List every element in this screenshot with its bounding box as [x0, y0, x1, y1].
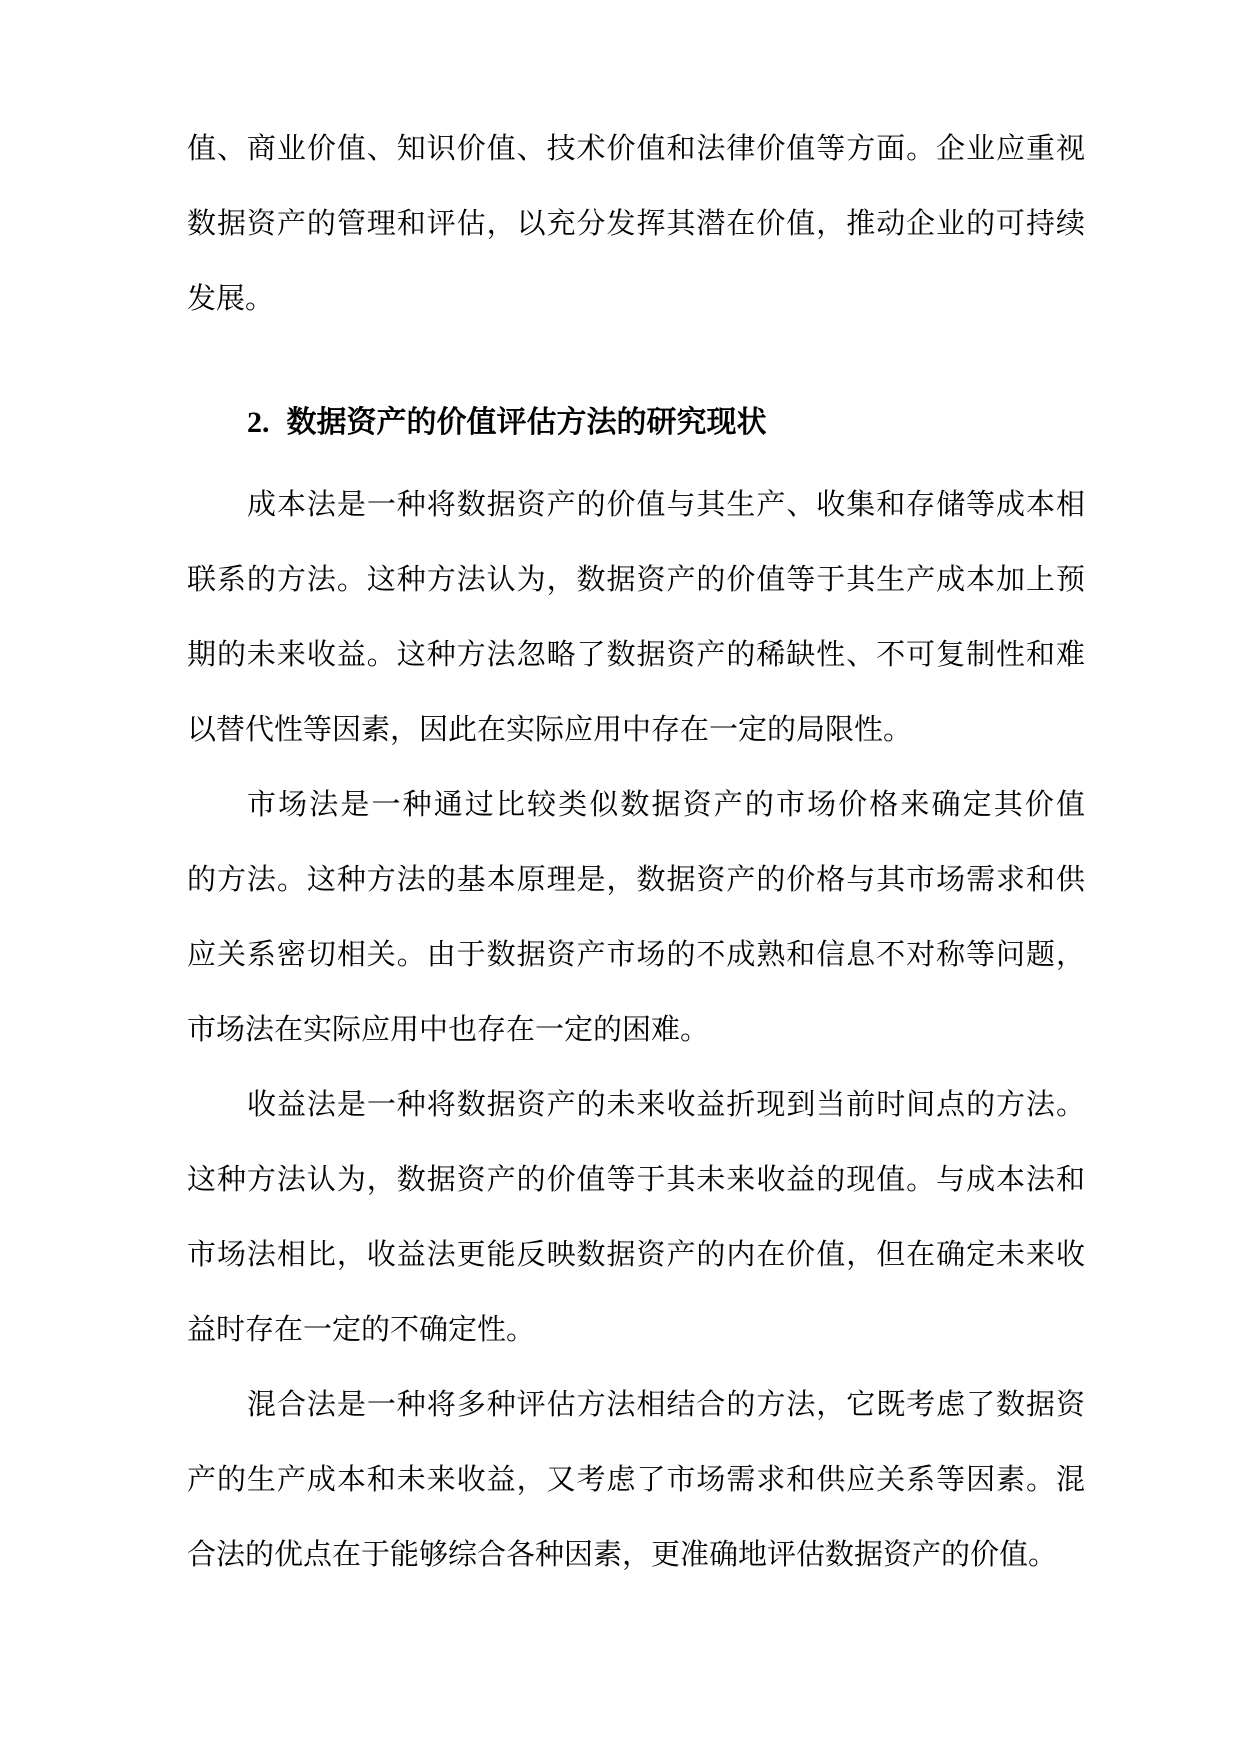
heading-number: 2. — [247, 406, 270, 439]
text-line: 合法的优点在于能够综合各种因素，更准确地评估数据资产的价值。 — [187, 1539, 1058, 1571]
paragraph-market-method — [187, 768, 1085, 1068]
text-line: 混合法是一种将多种评估方法相结合的方法，它既考虑了数据资 — [247, 1389, 1085, 1421]
paragraph-intro-continuation — [187, 112, 1085, 337]
text-line: 市场法是一种通过比较类似数据资产的市场价格来确定其价值 — [247, 789, 1085, 821]
paragraph-hybrid-method — [187, 1368, 1085, 1593]
text-line: 的方法。这种方法的基本原理是，数据资产的价格与其市场需求和供 — [187, 864, 1085, 896]
text-line: 期的未来收益。这种方法忽略了数据资产的稀缺性、不可复制性和难 — [187, 639, 1085, 671]
heading-title: 数据资产的价值评估方法的研究现状 — [286, 406, 767, 439]
text-line: 市场法在实际应用中也存在一定的困难。 — [187, 1014, 710, 1046]
text-line: 产的生产成本和未来收益，又考虑了市场需求和供应关系等因素。混 — [187, 1464, 1085, 1496]
text-line: 值、商业价值、知识价值、技术价值和法律价值等方面。企业应重视 — [187, 133, 1085, 165]
paragraph-income-method — [187, 1068, 1085, 1368]
text-line: 数据资产的管理和评估，以充分发挥其潜在价值，推动企业的可持续 — [187, 208, 1085, 240]
text-line: 益时存在一定的不确定性。 — [187, 1314, 536, 1346]
section-heading — [187, 385, 1085, 460]
text-line: 市场法相比，收益法更能反映数据资产的内在价值，但在确定未来收 — [187, 1239, 1085, 1271]
text-line: 这种方法认为，数据资产的价值等于其未来收益的现值。与成本法和 — [187, 1164, 1085, 1196]
text-line: 以替代性等因素，因此在实际应用中存在一定的局限性。 — [187, 714, 913, 746]
text-line: 应关系密切相关。由于数据资产市场的不成熟和信息不对称等问题， — [187, 939, 1085, 971]
paragraph-cost-method — [187, 468, 1085, 768]
text-line: 成本法是一种将数据资产的价值与其生产、收集和存储等成本相 — [247, 489, 1085, 521]
text-line: 收益法是一种将数据资产的未来收益折现到当前时间点的方法。 — [247, 1089, 1085, 1121]
text-line: 联系的方法。这种方法认为，数据资产的价值等于其生产成本加上预 — [187, 564, 1085, 596]
text-line: 发展。 — [187, 283, 275, 315]
